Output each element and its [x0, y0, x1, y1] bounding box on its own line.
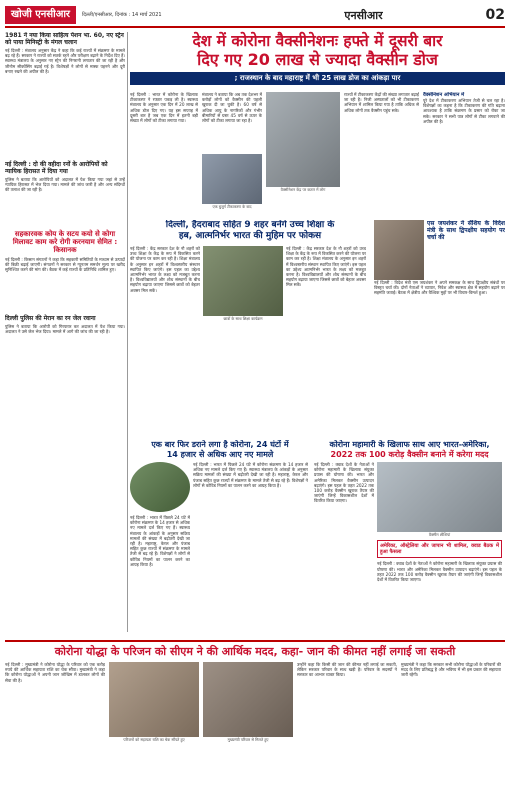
bottom-story-headline: कोरोना योद्धा के परिजन को सीएम ने की आर्थिक मदद, कहा- जान की कीमत नहीं लगाई जा सकती	[54, 645, 456, 658]
cm-family-photo	[203, 662, 293, 737]
higher-education-story	[130, 220, 370, 380]
left-story-2-headline: नई दिल्ली : दो की वहीदा रनों के आरोपियों को न्यायिक हिरासत में दिया गया	[5, 161, 108, 175]
left-story-3-body: नई दिल्ली : किसान संगठनों ने कहा कि सहकारी समितियों के माध्यम से उत्पादों की बिक्री बढ़ाई जाएगी। संगठनों ने सरकार से न्यूनतम समर्थन मूल्य पर खरीद सुनिश्चित करने की मांग की। बैठक में कई राज्यों के प्रतिनिधि शामिल हुए।	[5, 257, 125, 273]
vaccination-queue-photo	[266, 92, 340, 187]
vaccination-sidebar-headline: वैक्सीनेशन अभियान में	[423, 92, 465, 98]
covid-cases-headline-1: एक बार फिर डराने लगा है कोरोना, 24 घंटों में	[151, 440, 289, 449]
edition-date: दिल्ली/एनसीआर, दिनांक : 14 मार्च 2021	[82, 12, 162, 18]
jaishankar-body: नई दिल्ली : विदेश मंत्री एस जयशंकर ने अपने समकक्ष के साथ द्विपक्षीय संबंधों पर विस्तृत चर्चा की। दोनों नेताओं ने व्यापार, निवेश और स्वास्थ्य क्षेत्र में सहयोग बढ़ाने पर सहमति जताई। बैठक में क्षेत्रीय और वैश्विक मुद्दों पर भी विचार-विमर्श हुआ।	[374, 280, 505, 296]
vaccine-vials-photo	[377, 462, 502, 532]
section-title: एनसीआर	[344, 8, 383, 22]
left-story-4-headline: दिल्ली पुलिस की मेरान का रन जेल रवाना	[5, 315, 96, 322]
bottom-story-body-3: मुख्यमंत्री ने कहा कि सरकार सभी कोरोना योद्धाओं के परिवारों की मदद के लिए प्रतिबद्ध है और भविष्य में भी इस प्रकार की सहायता जारी रहेगी।	[401, 662, 501, 678]
higher-education-headline-1: दिल्ली, हैदराबाद सहित 9 शहर बनेंगे उच्च शिक्षा के	[165, 220, 335, 230]
bottom-story	[5, 640, 505, 795]
bottom-story-body-2: उन्होंने कहा कि किसी की जान की कीमत नहीं लगाई जा सकती, लेकिन सरकार परिवार के साथ खड़ी है। परिवार के सदस्यों ने सरकार का आभार व्यक्त किया।	[297, 662, 397, 678]
bottom-story-body-1: नई दिल्ली : मुख्यमंत्री ने कोरोना योद्धा के परिवार को एक करोड़ रुपये की आर्थिक सहायता राशि का चेक सौंपा। मुख्यमंत्री ने कहा कि कोरोना योद्धाओं ने अपनी जान जोखिम में डालकर लोगों की सेवा की है।	[5, 662, 105, 683]
elderly-vaccination-photo	[202, 154, 262, 204]
students-photo-caption: छात्रों के साथ शिक्षा कार्यक्रम	[223, 316, 263, 321]
left-story-2-body: पुलिस ने बताया कि आरोपियों को अदालत में पेश किया गया जहां से उन्हें न्यायिक हिरासत में भेज दिया गया। मामले की जांच जारी है और अन्य संदिग्धों की तलाश की जा रही है।	[5, 177, 125, 193]
vaccine-partnership-headline-1: कोरोना महामारी के खिलाफ साथ आए भारत-अमेरिका,	[329, 440, 490, 449]
left-story-4-body: पुलिस ने बताया कि आरोपी को गिरफ्तार कर अदालत में पेश किया गया। अदालत ने उसे जेल भेज दिया। मामले में आगे की जांच की जा रही है।	[5, 324, 125, 335]
vaccine-partnership-body-cont: नई दिल्ली : क्वाड देशों के नेताओं ने कोरोना महामारी के खिलाफ संयुक्त प्रयास की घोषणा की। भारत और अमेरिका मिलकर वैक्सीन उत्पादन बढ़ाएंगे। इस पहल के तहत 2022 तक 100 करोड़ वैक्सीन खुराक तैयार की जाएंगी जिन्हें विकासशील देशों में वितरित किया जाएगा।	[377, 561, 502, 583]
left-story-1	[5, 32, 125, 158]
vaccination-sidebar	[423, 92, 505, 217]
covid-cases-headline-2: 14 हजार से अधिक आए नए मामले	[166, 449, 274, 459]
newspaper-logo: खोजी एनसीआर	[5, 6, 76, 24]
vaccination-sidebar-body: पूरे देश में टीकाकरण अभियान तेजी से चल रहा है। विशेषज्ञों का कहना है कि टीकाकरण की गति बढ़ाना आवश्यक है ताकि संक्रमण के प्रसार को रोका जा सके। सरकार ने सभी पात्र लोगों से टीका लगवाने की अपील की है।	[423, 98, 505, 124]
page-number: 02	[485, 7, 505, 23]
left-story-3-headline: सहकारवक कोय के सटय कयो से कोगा मिलावट काम करे रोगी करनयाम सेमित : किसानक	[12, 230, 118, 254]
students-photo	[203, 246, 283, 316]
jaishankar-headline: एस जयशंकर ने सेंशिय के विदेश मंत्री के साथ द्विपक्षीय सहयोग पर चर्चा की	[427, 220, 505, 241]
lead-photo-1-caption: एक बुजुर्ग टीकाकरण के बाद	[212, 204, 252, 209]
vaccine-partnership-quote: अमेरिका, ऑस्ट्रेलिया और जापान भी शामिल, क्वाड बैठक में हुआ फैसला	[377, 540, 502, 558]
left-story-1-body: नई दिल्ली : मंत्रालय अनुसार केंद्र ने कहा कि कई राज्यों में संक्रमण के मामले बढ़ रहे हैं। सरकार ने राज्यों को सतर्क रहने और परीक्षण बढ़ाने के निर्देश दिए हैं। स्वास्थ्य मंत्रालय के अनुसार नए स्ट्रेन की निगरानी लगातार की जा रही है और जीनोम सीक्वेंसिंग बढ़ाई गई है। विशेषज्ञों ने लोगों से मास्क पहनने और दूरी बनाए रखने की अपील की है।	[5, 48, 125, 74]
lead-headline-line-1: देश में कोरोना वैक्सीनेशनः हफ्ते में दूसरी बार	[192, 32, 443, 50]
lead-headline-line-2: दिए गए 20 लाख से ज्यादा वैक्सीन डोज	[197, 50, 438, 69]
covid-cases-story	[130, 440, 310, 630]
cheque-handover-caption: परिजनों को सहायता राशि का चेक सौंपते हुए	[123, 737, 185, 742]
vaccine-partnership-story	[314, 440, 505, 630]
lead-photo-2-block	[266, 92, 340, 217]
left-story-2	[5, 161, 125, 227]
lead-story-banner	[130, 32, 505, 85]
lead-photo-1-block	[202, 92, 262, 217]
higher-education-body-cont: नई दिल्ली : केंद्र सरकार देश के नौ शहरों को उच्च शिक्षा के केंद्र के रूप में विकसित करने की योजना पर काम कर रही है। शिक्षा मंत्रालय के अनुसार इन शहरों में विश्वस्तरीय संस्थान स्थापित किए जाएंगे। इस पहल का उद्देश्य आत्मनिर्भर भारत के लक्ष्य को मजबूत करना है। विश्वविद्यालयों और शोध संस्थानों के बीच सहयोग बढ़ाया जाएगा जिससे छात्रों को बेहतर अवसर मिल सकें।	[286, 246, 366, 288]
lead-story-text-3: राज्यों में टीकाकरण केंद्रों की संख्या लगातार बढ़ाई जा रही है। निजी अस्पतालों को भी टीकाकरण अभियान में शामिल किया गया है ताकि अधिक से अधिक लोगों तक वैक्सीन पहुंच सके।	[344, 92, 419, 113]
cheque-handover-photo	[109, 662, 199, 737]
vaccine-vials-caption: वैक्सीन शीशियां	[428, 532, 451, 537]
higher-education-body: नई दिल्ली : केंद्र सरकार देश के नौ शहरों को उच्च शिक्षा के केंद्र के रूप में विकसित करने की योजना पर काम कर रही है। शिक्षा मंत्रालय के अनुसार इन शहरों में विश्वस्तरीय संस्थान स्थापित किए जाएंगे। इस पहल का उद्देश्य आत्मनिर्भर भारत के लक्ष्य को मजबूत करना है। विश्वविद्यालयों और शोध संस्थानों के बीच सहयोग बढ़ाया जाएगा जिससे छात्रों को बेहतर अवसर मिल सकें।	[130, 246, 200, 293]
covid-cases-body-cont: नई दिल्ली : भारत में पिछले 24 घंटे में कोरोना संक्रमण के 14 हजार से अधिक नए मामले दर्ज किए गए हैं। स्वास्थ्य मंत्रालय के आंकड़ों के अनुसार सक्रिय मामलों की संख्या में बढ़ोतरी देखी जा रही है। महाराष्ट्र, केरल और पंजाब सहित कुछ राज्यों में संक्रमण के मामले तेजी से बढ़ रहे हैं। विशेषज्ञों ने लोगों से कोविड नियमों का पालन करने का आग्रह किया है।	[193, 462, 308, 488]
lead-story-body	[130, 92, 505, 217]
higher-education-headline-2: हब, आत्मनिर्भर भारत की मुहिम पर फोकस	[178, 231, 322, 241]
vaccine-partnership-headline-2: 2022 तक 100 करोड़ वैक्सीन बनाने में करेगा मदद	[330, 449, 489, 459]
left-story-4	[5, 315, 125, 364]
lead-story-text-2: मंत्रालय ने बताया कि अब तक देशभर में करोड़ों लोगों को वैक्सीन की पहली खुराक दी जा चुकी है। 60 वर्ष से अधिक आयु के नागरिकों और गंभीर बीमारियों से ग्रस्त 45 वर्ष से ऊपर के लोगों को टीका लगाया जा रहा है।	[202, 92, 262, 124]
jaishankar-photo	[374, 220, 424, 280]
covid-cases-body: नई दिल्ली : भारत में पिछले 24 घंटे में कोरोना संक्रमण के 14 हजार से अधिक नए मामले दर्ज किए गए हैं। स्वास्थ्य मंत्रालय के आंकड़ों के अनुसार सक्रिय मामलों की संख्या में बढ़ोतरी देखी जा रही है। महाराष्ट्र, केरल और पंजाब सहित कुछ राज्यों में संक्रमण के मामले तेजी से बढ़ रहे हैं। विशेषज्ञों ने लोगों से कोविड नियमों का पालन करने का आग्रह किया है।	[130, 515, 190, 567]
left-story-3	[5, 230, 125, 312]
lead-photo-2-caption: वैक्सीनेशन केंद्र पर कतार में लोग	[280, 187, 326, 192]
left-news-column	[5, 32, 125, 412]
masthead	[5, 4, 505, 28]
education-section	[130, 220, 505, 380]
lead-story-text-1: नई दिल्ली : भारत में कोरोना के खिलाफ टीकाकरण ने रफ्तार पकड़ ली है। स्वास्थ्य मंत्रालय के अनुसार एक दिन में 20 लाख से अधिक डोज दिए गए। यह इस सप्ताह में दूसरी बार है जब एक दिन में इतनी बड़ी संख्या में लोगों को टीका लगाया गया।	[130, 92, 198, 124]
coronavirus-image	[130, 462, 190, 512]
covid-news-section	[130, 440, 505, 630]
cm-family-caption: मुख्यमंत्री परिवार से मिलते हुए	[227, 737, 269, 742]
vaccine-partnership-body: नई दिल्ली : क्वाड देशों के नेताओं ने कोरोना महामारी के खिलाफ संयुक्त प्रयास की घोषणा की। भारत और अमेरिका मिलकर वैक्सीन उत्पादन बढ़ाएंगे। इस पहल के तहत 2022 तक 100 करोड़ वैक्सीन खुराक तैयार की जाएंगी जिन्हें विकासशील देशों में वितरित किया जाएगा।	[314, 462, 374, 504]
jaishankar-story	[374, 220, 505, 380]
column-divider	[127, 32, 128, 632]
lead-subheadline: ; राजस्थान के बाद महाराष्ट्र में भी 25 लाख डोज का आंकड़ा पार	[130, 72, 505, 85]
left-story-1-headline: 1981 ने नया किया साहित्य पेशन भा. 60, नए स्ट्रेन को पाया मिनिस्ट्री के मंगल चलान	[5, 32, 124, 46]
